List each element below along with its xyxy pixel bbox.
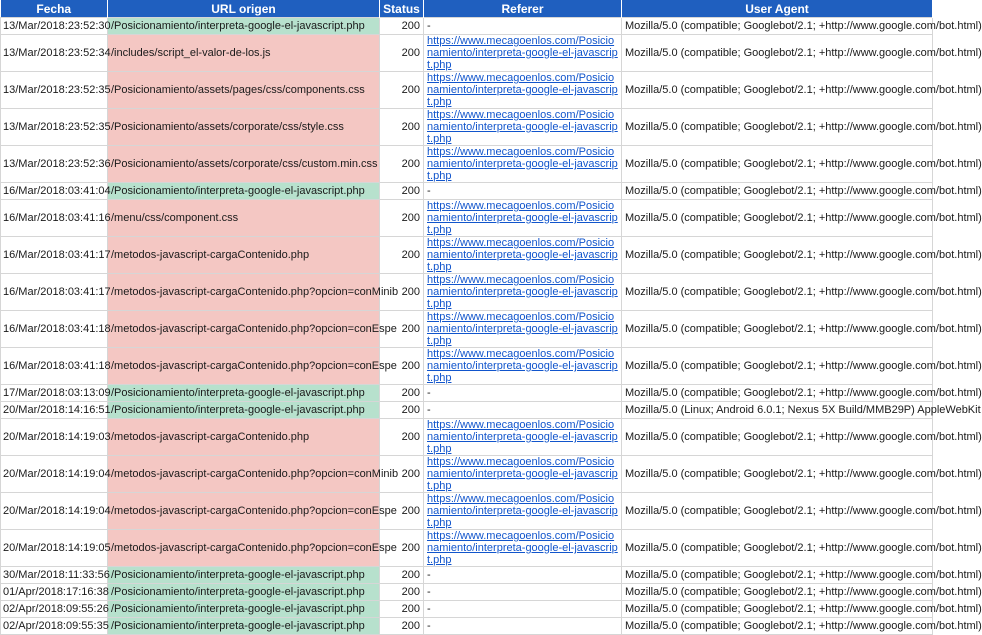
cell-fecha[interactable]: 02/Apr/2018:09:55:26 xyxy=(1,601,108,618)
cell-user-agent[interactable]: Mozilla/5.0 (compatible; Googlebot/2.1; +http://www.google.com/bot.html) xyxy=(622,456,933,493)
referer-link[interactable]: https://www.mecagoenlos.com/Posicionamiento/interpreta-google-el-javascript.php xyxy=(427,493,618,529)
cell-status[interactable]: 200 xyxy=(380,618,424,635)
cell-user-agent[interactable]: Mozilla/5.0 (compatible; Googlebot/2.1; +http://www.google.com/bot.html) xyxy=(622,348,933,385)
cell-fecha[interactable]: 13/Mar/2018:23:52:35 xyxy=(1,72,108,109)
cell-referer[interactable] xyxy=(424,348,622,385)
cell-status[interactable]: 200 xyxy=(380,385,424,402)
cell-status[interactable]: 200 xyxy=(380,146,424,183)
cell-url-origen[interactable]: /menu/css/component.css xyxy=(108,200,380,237)
cell-user-agent[interactable]: Mozilla/5.0 (compatible; Googlebot/2.1; +http://www.google.com/bot.html) xyxy=(622,109,933,146)
cell-status[interactable]: 200 xyxy=(380,237,424,274)
cell-referer[interactable]: - xyxy=(424,183,622,200)
cell-user-agent[interactable]: Mozilla/5.0 (compatible; Googlebot/2.1; +http://www.google.com/bot.html) xyxy=(622,584,933,601)
cell-status[interactable]: 200 xyxy=(380,200,424,237)
table-row xyxy=(1,419,933,456)
header-referer[interactable]: Referer xyxy=(424,0,622,18)
cell-referer[interactable]: - xyxy=(424,618,622,635)
cell-referer[interactable] xyxy=(424,456,622,493)
cell-fecha[interactable]: 16/Mar/2018:03:41:17 xyxy=(1,237,108,274)
cell-url-origen[interactable]: /metodos-javascript-cargaContenido.php?opcion=conEspe xyxy=(108,493,380,530)
cell-user-agent[interactable]: Mozilla/5.0 (Linux; Android 6.0.1; Nexus 5X Build/MMB29P) AppleWebKit xyxy=(622,402,933,419)
referer-link[interactable]: https://www.mecagoenlos.com/Posicionamiento/interpreta-google-el-javascript.php xyxy=(427,274,618,310)
cell-url-origen[interactable]: /metodos-javascript-cargaContenido.php xyxy=(108,237,380,274)
cell-user-agent[interactable]: Mozilla/5.0 (compatible; Googlebot/2.1; +http://www.google.com/bot.html) xyxy=(622,419,933,456)
cell-url-origen[interactable]: /Posicionamiento/assets/corporate/css/style.css xyxy=(108,109,380,146)
cell-status[interactable]: 200 xyxy=(380,493,424,530)
table-row xyxy=(1,200,933,237)
cell-fecha[interactable]: 16/Mar/2018:03:41:18 xyxy=(1,348,108,385)
cell-referer[interactable]: - xyxy=(424,18,622,35)
cell-status[interactable]: 200 xyxy=(380,274,424,311)
cell-referer[interactable] xyxy=(424,109,622,146)
table-row xyxy=(1,567,933,584)
cell-referer[interactable] xyxy=(424,530,622,567)
table-row xyxy=(1,274,933,311)
cell-url-origen[interactable]: /Posicionamiento/interpreta-google-el-javascript.php xyxy=(108,402,380,419)
referer-link[interactable]: https://www.mecagoenlos.com/Posicionamiento/interpreta-google-el-javascript.php xyxy=(427,456,618,492)
table-row xyxy=(1,493,933,530)
cell-referer[interactable]: - xyxy=(424,601,622,618)
cell-url-origen[interactable]: /Posicionamiento/interpreta-google-el-javascript.php xyxy=(108,601,380,618)
table-row xyxy=(1,109,933,146)
referer-link[interactable]: https://www.mecagoenlos.com/Posicionamiento/interpreta-google-el-javascript.php xyxy=(427,530,618,566)
table-row xyxy=(1,402,933,419)
cell-referer[interactable] xyxy=(424,200,622,237)
cell-referer[interactable] xyxy=(424,146,622,183)
cell-fecha[interactable]: 01/Apr/2018:17:16:38 xyxy=(1,584,108,601)
cell-status[interactable]: 200 xyxy=(380,402,424,419)
cell-fecha[interactable]: 13/Mar/2018:23:52:35 xyxy=(1,109,108,146)
table-row xyxy=(1,584,933,601)
cell-user-agent[interactable]: Mozilla/5.0 (compatible; Googlebot/2.1; +http://www.google.com/bot.html) xyxy=(622,385,933,402)
cell-url-origen[interactable]: /Posicionamiento/interpreta-google-el-javascript.php xyxy=(108,183,380,200)
referer-link[interactable]: https://www.mecagoenlos.com/Posicionamiento/interpreta-google-el-javascript.php xyxy=(427,72,618,108)
cell-user-agent[interactable]: Mozilla/5.0 (compatible; Googlebot/2.1; +http://www.google.com/bot.html) xyxy=(622,311,933,348)
cell-status[interactable]: 200 xyxy=(380,109,424,146)
cell-fecha[interactable]: 20/Mar/2018:14:19:04 xyxy=(1,456,108,493)
table-row xyxy=(1,237,933,274)
cell-status[interactable]: 200 xyxy=(380,18,424,35)
cell-user-agent[interactable]: Mozilla/5.0 (compatible; Googlebot/2.1; +http://www.google.com/bot.html) xyxy=(622,183,933,200)
header-status[interactable]: Status xyxy=(380,0,424,18)
header-row xyxy=(1,0,933,18)
cell-status[interactable]: 200 xyxy=(380,530,424,567)
cell-user-agent[interactable]: Mozilla/5.0 (compatible; Googlebot/2.1; +http://www.google.com/bot.html) xyxy=(622,237,933,274)
table-row xyxy=(1,18,933,35)
cell-fecha[interactable]: 13/Mar/2018:23:52:36 xyxy=(1,146,108,183)
cell-status[interactable]: 200 xyxy=(380,35,424,72)
cell-url-origen[interactable]: /metodos-javascript-cargaContenido.php xyxy=(108,419,380,456)
cell-status[interactable]: 200 xyxy=(380,584,424,601)
referer-link[interactable]: https://www.mecagoenlos.com/Posicionamiento/interpreta-google-el-javascript.php xyxy=(427,348,618,384)
table-row xyxy=(1,348,933,385)
cell-url-origen[interactable]: /metodos-javascript-cargaContenido.php?opcion=conMinib xyxy=(108,456,380,493)
table-body xyxy=(1,18,982,635)
cell-status[interactable]: 200 xyxy=(380,601,424,618)
table-row xyxy=(1,311,933,348)
cell-url-origen[interactable]: /Posicionamiento/assets/pages/css/components.css xyxy=(108,72,380,109)
header-user-agent[interactable]: User Agent xyxy=(622,0,933,18)
referer-link[interactable]: https://www.mecagoenlos.com/Posicionamiento/interpreta-google-el-javascript.php xyxy=(427,419,618,455)
cell-fecha[interactable]: 30/Mar/2018:11:33:56 xyxy=(1,567,108,584)
cell-status[interactable]: 200 xyxy=(380,72,424,109)
referer-link[interactable]: https://www.mecagoenlos.com/Posicionamiento/interpreta-google-el-javascript.php xyxy=(427,200,618,236)
cell-referer[interactable] xyxy=(424,237,622,274)
cell-url-origen[interactable]: /metodos-javascript-cargaContenido.php?opcion=conEspe xyxy=(108,348,380,385)
cell-fecha[interactable]: 20/Mar/2018:14:19:05 xyxy=(1,530,108,567)
cell-fecha[interactable]: 20/Mar/2018:14:19:03 xyxy=(1,419,108,456)
cell-fecha[interactable]: 16/Mar/2018:03:41:04 xyxy=(1,183,108,200)
cell-user-agent[interactable]: Mozilla/5.0 (compatible; Googlebot/2.1; +http://www.google.com/bot.html) xyxy=(622,146,933,183)
cell-referer[interactable] xyxy=(424,493,622,530)
table-row xyxy=(1,72,933,109)
cell-referer[interactable]: - xyxy=(424,402,622,419)
header-url-origen[interactable]: URL origen xyxy=(108,0,380,18)
header-fecha[interactable]: Fecha xyxy=(1,0,108,18)
cell-user-agent[interactable]: Mozilla/5.0 (compatible; Googlebot/2.1; +http://www.google.com/bot.html) xyxy=(622,567,933,584)
table-row xyxy=(1,183,933,200)
cell-url-origen[interactable]: /Posicionamiento/interpreta-google-el-javascript.php xyxy=(108,385,380,402)
cell-user-agent[interactable]: Mozilla/5.0 (compatible; Googlebot/2.1; +http://www.google.com/bot.html) xyxy=(622,601,933,618)
cell-fecha[interactable]: 20/Mar/2018:14:19:04 xyxy=(1,493,108,530)
cell-fecha[interactable]: 02/Apr/2018:09:55:35 xyxy=(1,618,108,635)
cell-url-origen[interactable]: /Posicionamiento/assets/corporate/css/custom.min.css xyxy=(108,146,380,183)
cell-referer[interactable] xyxy=(424,419,622,456)
table-row xyxy=(1,618,933,635)
cell-referer[interactable] xyxy=(424,72,622,109)
cell-url-origen[interactable]: /metodos-javascript-cargaContenido.php?opcion=conMinib xyxy=(108,274,380,311)
cell-url-origen[interactable]: /Posicionamiento/interpreta-google-el-javascript.php xyxy=(108,18,380,35)
cell-user-agent[interactable]: Mozilla/5.0 (compatible; Googlebot/2.1; +http://www.google.com/bot.html) xyxy=(622,530,933,567)
cell-fecha[interactable]: 17/Mar/2018:03:13:09 xyxy=(1,385,108,402)
cell-referer[interactable]: - xyxy=(424,385,622,402)
cell-user-agent[interactable]: Mozilla/5.0 (compatible; Googlebot/2.1; +http://www.google.com/bot.html) xyxy=(622,274,933,311)
cell-url-origen[interactable]: /metodos-javascript-cargaContenido.php?opcion=conEspe xyxy=(108,530,380,567)
table-row xyxy=(1,35,933,72)
cell-status[interactable]: 200 xyxy=(380,348,424,385)
table-row xyxy=(1,601,933,618)
cell-url-origen[interactable]: /Posicionamiento/interpreta-google-el-javascript.php xyxy=(108,584,380,601)
cell-fecha[interactable]: 20/Mar/2018:14:16:51 xyxy=(1,402,108,419)
cell-referer[interactable]: - xyxy=(424,584,622,601)
referer-link[interactable]: https://www.mecagoenlos.com/Posicionamiento/interpreta-google-el-javascript.php xyxy=(427,311,618,347)
referer-link[interactable]: https://www.mecagoenlos.com/Posicionamiento/interpreta-google-el-javascript.php xyxy=(427,237,618,273)
cell-referer[interactable] xyxy=(424,35,622,72)
table-row xyxy=(1,530,933,567)
cell-referer[interactable] xyxy=(424,311,622,348)
cell-user-agent[interactable]: Mozilla/5.0 (compatible; Googlebot/2.1; +http://www.google.com/bot.html) xyxy=(622,35,933,72)
referer-link[interactable]: https://www.mecagoenlos.com/Posicionamiento/interpreta-google-el-javascript.php xyxy=(427,35,618,71)
cell-status[interactable]: 200 xyxy=(380,419,424,456)
cell-url-origen[interactable]: /includes/script_el-valor-de-los.js xyxy=(108,35,380,72)
table-row xyxy=(1,456,933,493)
referer-link[interactable]: https://www.mecagoenlos.com/Posicionamiento/interpreta-google-el-javascript.php xyxy=(427,146,618,182)
cell-fecha[interactable]: 13/Mar/2018:23:52:34 xyxy=(1,35,108,72)
cell-user-agent[interactable]: Mozilla/5.0 (compatible; Googlebot/2.1; +http://www.google.com/bot.html) xyxy=(622,18,933,35)
cell-referer[interactable] xyxy=(424,274,622,311)
cell-fecha[interactable]: 16/Mar/2018:03:41:17 xyxy=(1,274,108,311)
cell-fecha[interactable]: 16/Mar/2018:03:41:16 xyxy=(1,200,108,237)
cell-status[interactable]: 200 xyxy=(380,183,424,200)
cell-fecha[interactable]: 16/Mar/2018:03:41:18 xyxy=(1,311,108,348)
referer-link[interactable]: https://www.mecagoenlos.com/Posicionamiento/interpreta-google-el-javascript.php xyxy=(427,109,618,145)
cell-url-origen[interactable]: /Posicionamiento/interpreta-google-el-javascript.php xyxy=(108,567,380,584)
cell-referer[interactable]: - xyxy=(424,567,622,584)
cell-user-agent[interactable]: Mozilla/5.0 (compatible; Googlebot/2.1; +http://www.google.com/bot.html) xyxy=(622,618,933,635)
cell-url-origen[interactable]: /metodos-javascript-cargaContenido.php?opcion=conEspe xyxy=(108,311,380,348)
cell-user-agent[interactable]: Mozilla/5.0 (compatible; Googlebot/2.1; +http://www.google.com/bot.html) xyxy=(622,72,933,109)
cell-fecha[interactable]: 13/Mar/2018:23:52:30 xyxy=(1,18,108,35)
table-row xyxy=(1,146,933,183)
cell-status[interactable]: 200 xyxy=(380,456,424,493)
cell-url-origen[interactable]: /Posicionamiento/interpreta-google-el-javascript.php xyxy=(108,618,380,635)
table-row xyxy=(1,385,933,402)
cell-user-agent[interactable]: Mozilla/5.0 (compatible; Googlebot/2.1; +http://www.google.com/bot.html) xyxy=(622,493,933,530)
cell-user-agent[interactable]: Mozilla/5.0 (compatible; Googlebot/2.1; +http://www.google.com/bot.html) xyxy=(622,200,933,237)
cell-status[interactable]: 200 xyxy=(380,311,424,348)
cell-status[interactable]: 200 xyxy=(380,567,424,584)
